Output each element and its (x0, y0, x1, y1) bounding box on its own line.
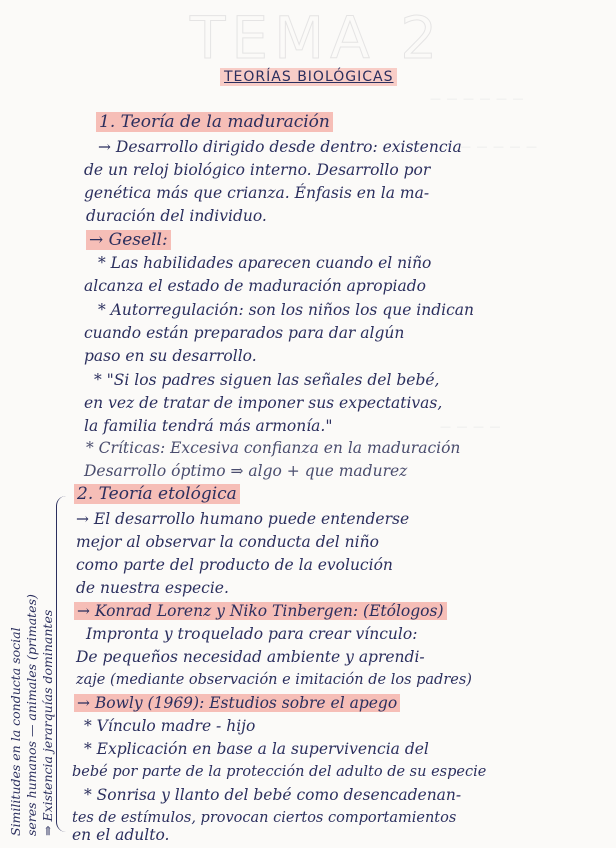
text-line: Impronta y troquelado para crear vínculo: (86, 625, 418, 643)
text-line: mejor al observar la conducta del niño (76, 533, 379, 551)
text-line: bebé por parte de la protección del adulto de su especie (72, 764, 487, 780)
section-1-heading: 1. Teoría de la maduración (96, 114, 333, 131)
text-line: tes de estímulos, provocan ciertos comportamientos (72, 810, 457, 826)
text-line: paso en su desarrollo. (84, 347, 257, 365)
text-line: De pequeños necesidad ambiente y aprendi- (76, 648, 425, 666)
text-line: de nuestra especie. (76, 579, 229, 597)
bleed-through-text: — — — — — — (430, 92, 525, 105)
side-brace (56, 496, 71, 832)
text-line: cuando están preparados para dar algún (84, 324, 405, 342)
text-line: * Las habilidades aparecen cuando el niño (98, 254, 432, 272)
text-line: * Críticas: Excesiva confianza en la maduración (86, 439, 461, 457)
text-line: genética más que crianza. Énfasis en la ma- (84, 184, 430, 202)
side-note-line: seres humanos — animales (primates) (24, 594, 39, 836)
text-line: la familia tendrá más armonía." (84, 417, 333, 435)
text-line: zaje (mediante observación e imitación de los padres) (76, 672, 472, 688)
side-note (8, 506, 56, 836)
bleed-through-text: — — — — — (460, 140, 538, 153)
gesell-heading: → Gesell: (86, 232, 171, 249)
text-line: alcanza el estado de maduración apropiado (84, 277, 426, 295)
text-line: → Desarrollo dirigido desde dentro: existencia (98, 138, 462, 156)
text-line: * Explicación en base a la supervivencia del (84, 740, 429, 758)
section-2-heading: 2. Teoría etológica (74, 486, 240, 503)
text-line: en el adulto. (72, 826, 170, 844)
bowly-line: → Bowly (1969): Estudios sobre el apego (74, 696, 400, 712)
text-line: * "Si los padres siguen las señales del bebé, (94, 371, 440, 389)
text-line: de un reloj biológico interno. Desarrollo por (84, 161, 431, 179)
text-line: duración del individuo. (86, 207, 267, 225)
text-line: Desarrollo óptimo ⇒ algo + que madurez (84, 462, 408, 480)
text-line: * Vínculo madre - hijo (84, 717, 256, 735)
text-line: en vez de tratar de imponer sus expectativas, (84, 394, 443, 412)
text-line: como parte del producto de la evolución (76, 556, 393, 574)
text-line: → El desarrollo humano puede entenderse (76, 510, 410, 528)
side-note-line: Similitudes en la conducta social (8, 627, 23, 836)
page-title: TEORÍAS BIOLÓGICAS (220, 68, 397, 86)
text-line: * Sonrisa y llanto del bebé como desencadenan- (84, 786, 462, 804)
background-title: TEMA 2 (190, 4, 444, 72)
text-line: * Autorregulación: son los niños los que indican (98, 301, 475, 319)
bleed-through-text: — — — — (440, 420, 502, 433)
lorenz-tinbergen-line: → Konrad Lorenz y Niko Tinbergen: (Etólogos) (74, 604, 447, 620)
side-note-line: ⇒ Existencia jerarquías dominantes (40, 609, 55, 836)
